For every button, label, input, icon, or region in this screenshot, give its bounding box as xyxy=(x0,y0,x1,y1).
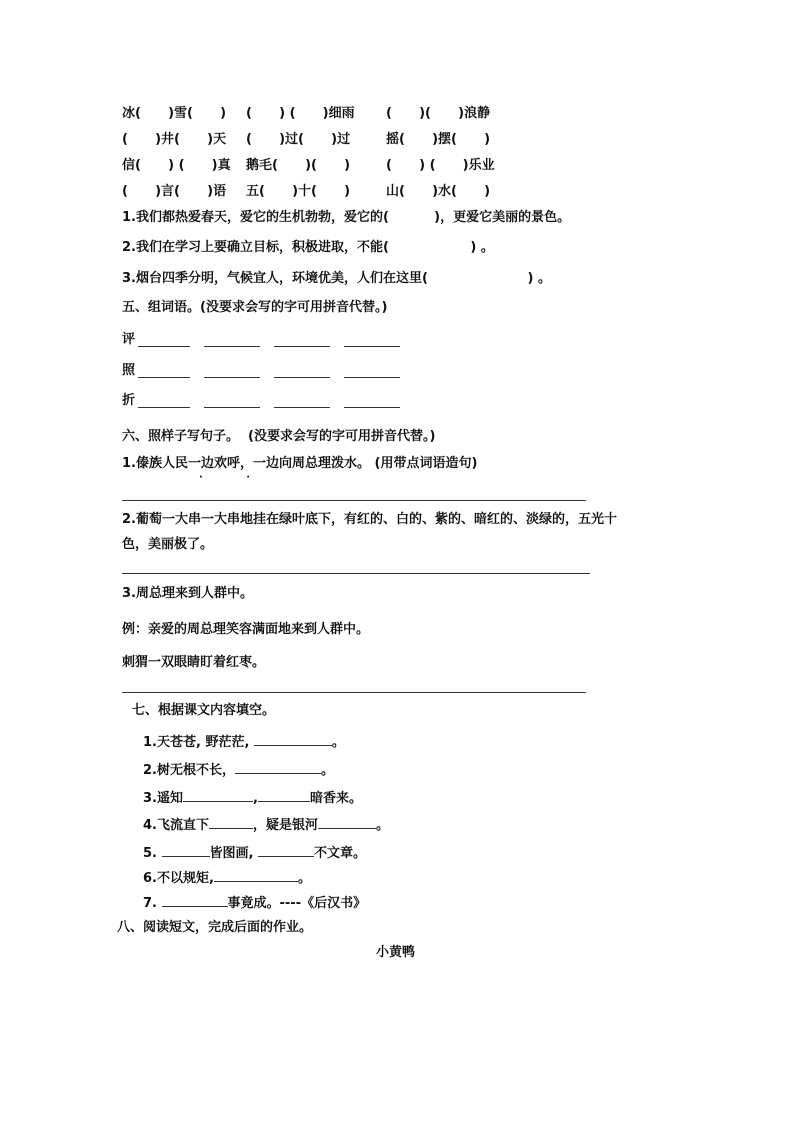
example-sentence: 例：亲爱的周总理笑容满面地来到人群中。 xyxy=(122,622,370,637)
poem-blank[interactable] xyxy=(258,789,310,802)
word-blank[interactable] xyxy=(344,346,400,347)
word-blank[interactable] xyxy=(344,407,400,408)
idiom-1-3: ( )( )浪静 xyxy=(386,106,491,121)
idiom-3-3: ( ) ( )乐业 xyxy=(386,158,495,173)
word-blank[interactable] xyxy=(274,346,330,347)
poem-line-3: 3.遥知 , 暗香来。 xyxy=(143,791,362,806)
poem-blank[interactable] xyxy=(214,869,298,882)
poem-blank[interactable] xyxy=(162,844,210,857)
section-7-title: 七、根据课文内容填空。 xyxy=(132,703,276,718)
word-blank[interactable] xyxy=(344,377,400,378)
idiom-3-1: 信( ) ( )真 xyxy=(122,158,231,173)
section-5-title: 五、组词语。(没要求会写的字可用拼音代替。) xyxy=(122,300,388,315)
word-blank[interactable] xyxy=(274,377,330,378)
idiom-1-2: ( ) ( )细雨 xyxy=(246,106,355,121)
poem-line-7: 7. 事竟成。----《后汉书》 xyxy=(143,896,367,911)
word-blank[interactable] xyxy=(204,377,260,378)
idiom-3-2: 鹅毛( )( ) xyxy=(246,158,351,173)
poem-blank[interactable] xyxy=(254,733,332,746)
poem-line-1: 1.天苍苍, 野茫茫, 。 xyxy=(143,735,345,750)
poem-line-2: 2.树无根不长， 。 xyxy=(143,763,334,778)
poem-blank[interactable] xyxy=(258,844,314,857)
idiom-1-1: 冰( )雪( ) xyxy=(122,106,227,121)
story-title: 小黄鸭 xyxy=(376,945,416,960)
section-8-title: 八、阅读短文，完成后面的作业。 xyxy=(117,920,313,935)
word-blank[interactable] xyxy=(274,407,330,408)
answer-line[interactable] xyxy=(122,500,586,501)
idiom-4-2: 五( )十( ) xyxy=(246,184,351,199)
sentence-question-2b: 色，美丽极了。 xyxy=(122,537,214,552)
poem-blank[interactable] xyxy=(209,816,253,829)
idiom-2-2: ( )过( )过 xyxy=(246,132,351,147)
fill-question-1: 1.我们都热爱春天，爱它的生机勃勃，爱它的( )，更爱它美丽的景色。 xyxy=(122,210,571,225)
poem-line-5: 5. 皆图画, 不文章。 xyxy=(143,846,366,861)
word-blank[interactable] xyxy=(138,346,190,347)
word-char-2: 照 xyxy=(122,363,136,378)
idiom-4-3: 山( )水( ) xyxy=(386,184,491,199)
word-blank[interactable] xyxy=(204,346,260,347)
idiom-2-1: ( )井( )天 xyxy=(122,132,227,147)
emphasis-dots: · · xyxy=(199,472,271,483)
answer-line[interactable] xyxy=(122,573,590,574)
fill-question-3: 3.烟台四季分明，气候宜人，环境优美，人们在这里( ) 。 xyxy=(122,271,551,286)
word-char-3: 折 xyxy=(122,393,136,408)
poem-line-4: 4.飞流直下 ，疑是银河 。 xyxy=(143,818,390,833)
word-blank[interactable] xyxy=(138,377,190,378)
word-blank[interactable] xyxy=(204,407,260,408)
idiom-4-1: ( )言( )语 xyxy=(122,184,227,199)
answer-line[interactable] xyxy=(122,692,586,693)
poem-blank[interactable] xyxy=(162,894,228,907)
poem-blank[interactable] xyxy=(183,789,253,802)
word-char-1: 评 xyxy=(122,332,136,347)
poem-blank[interactable] xyxy=(235,761,321,774)
poem-blank[interactable] xyxy=(318,816,376,829)
fill-question-2: 2.我们在学习上要确立目标，积极进取，不能( ) 。 xyxy=(122,240,494,255)
sentence-question-3b: 刺猬一双眼睛盯着红枣。 xyxy=(122,655,266,670)
word-blank[interactable] xyxy=(138,407,190,408)
sentence-question-2a: 2.葡萄一大串一大串地挂在绿叶底下，有红的、白的、紫的、暗红的、淡绿的，五光十 xyxy=(122,512,617,527)
sentence-question-1: 1.傣族人民一边欢呼，一边向周总理泼水。 (用带点词语造句) xyxy=(122,456,478,471)
poem-line-6: 6.不以规矩, 。 xyxy=(143,871,311,886)
idiom-2-3: 摇( )摆( ) xyxy=(386,132,491,147)
section-6-title: 六、照样子写句子。 (没要求会写的字可用拼音代替。) xyxy=(122,429,436,444)
sentence-question-3: 3.周总理来到人群中。 xyxy=(122,586,253,601)
